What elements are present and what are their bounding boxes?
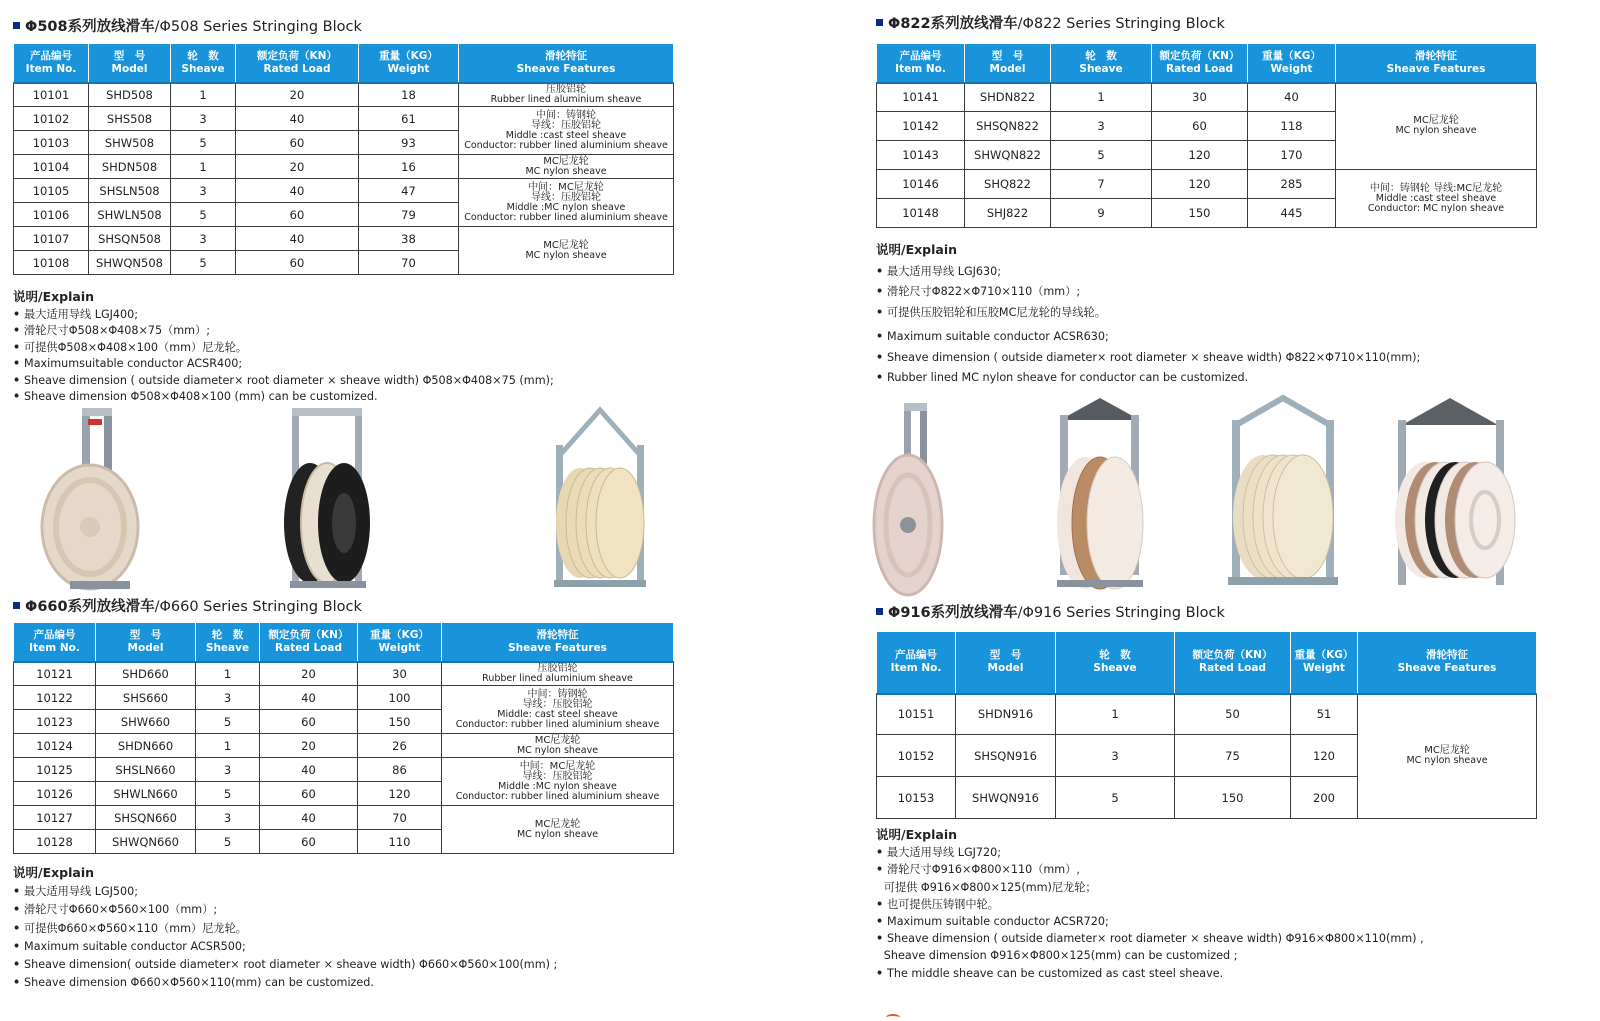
cell-weight: 93 — [359, 131, 459, 155]
cell-sheave: 5 — [196, 830, 260, 854]
header-sheave: 轮 数 Sheave — [1056, 632, 1175, 694]
cell-model: SHD508 — [89, 83, 171, 107]
table-row — [14, 83, 674, 107]
explain-item: • Maximum suitable conductor ACSR720; — [876, 913, 1424, 930]
table-row — [14, 806, 674, 830]
cell-item-no: 10127 — [14, 806, 96, 830]
explain-item: • 滑轮尺寸Φ822×Φ710×110（mm）; — [876, 282, 1420, 303]
table-header-row — [877, 44, 1537, 83]
header-weight: 重量（KG） Weight — [359, 44, 459, 83]
explain-heading: 说明/Explain — [13, 289, 95, 304]
cell-model: SHWQN916 — [956, 777, 1056, 819]
cell-item-no: 10103 — [14, 131, 89, 155]
explain-item: • Rubber lined MC nylon sheave for conductor can be customized. — [876, 368, 1420, 389]
cell-sheave: 1 — [171, 155, 236, 179]
cell-rated-load: 60 — [260, 830, 358, 854]
explain-item: • Sheave dimension Φ508×Φ408×100 (mm) can be customized. — [13, 389, 554, 406]
cell-features: 中间：铸钢轮 导线：压胶铝轮 Middle: cast steel sheave Conductor: rubber lined aluminium sheave — [442, 686, 674, 734]
cell-rated-load: 60 — [236, 251, 359, 275]
explain-item: • 可提供Φ660×Φ560×110（mm）尼龙轮。 — [13, 920, 557, 938]
cell-item-no: 10125 — [14, 758, 96, 782]
cell-model: SHDN508 — [89, 155, 171, 179]
explain-item: • 可提供压胶铝轮和压胶MC尼龙轮的导线轮。 — [876, 303, 1420, 324]
cell-features: MC尼龙轮 MC nylon sheave — [459, 155, 674, 179]
explain-heading: 说明/Explain — [13, 865, 95, 880]
header-model: 型 号 Model — [89, 44, 171, 83]
explain-item: • Sheave dimension ( outside diameter× root diameter × sheave width) Φ822×Φ710×110(mm); — [876, 348, 1420, 369]
cell-rated-load: 75 — [1175, 735, 1291, 777]
cell-model: SHSQN660 — [96, 806, 196, 830]
cell-sheave: 1 — [196, 662, 260, 686]
cell-item-no: 10106 — [14, 203, 89, 227]
cell-rated-load: 60 — [260, 782, 358, 806]
cell-rated-load: 40 — [236, 107, 359, 131]
cell-item-no: 10101 — [14, 83, 89, 107]
explain-item: • The middle sheave can be customized as cast steel sheave. — [876, 965, 1424, 982]
cell-rated-load: 50 — [1175, 694, 1291, 735]
pulley-image-seven-sheave-822 — [1380, 395, 1525, 595]
cell-model: SHQ822 — [965, 170, 1051, 199]
cell-features: MC尼龙轮 MC nylon sheave — [459, 227, 674, 275]
cell-weight: 285 — [1248, 170, 1336, 199]
explain-916 — [876, 826, 1424, 982]
cell-item-no: 10122 — [14, 686, 96, 710]
cell-weight: 51 — [1291, 694, 1358, 735]
cell-sheave: 1 — [196, 734, 260, 758]
explain-822 — [876, 240, 1420, 389]
cell-sheave: 3 — [171, 107, 236, 131]
cell-sheave: 3 — [196, 806, 260, 830]
cell-features: MC尼龙轮 MC nylon sheave — [442, 806, 674, 854]
explain-508 — [13, 289, 554, 406]
cell-model: SHSLN508 — [89, 179, 171, 203]
table-row — [877, 694, 1537, 735]
header-weight: 重量（KG） Weight — [1248, 44, 1336, 83]
title-square-icon — [876, 608, 883, 615]
explain-heading: 说明/Explain — [876, 242, 958, 257]
table-row — [14, 107, 674, 131]
explain-item: • Maximum suitable conductor ACSR500; — [13, 938, 557, 956]
header-model: 型 号 Model — [956, 632, 1056, 694]
table-row — [14, 662, 674, 686]
cell-weight: 118 — [1248, 112, 1336, 141]
cell-weight: 150 — [358, 710, 442, 734]
cell-weight: 86 — [358, 758, 442, 782]
cell-weight: 200 — [1291, 777, 1358, 819]
header-item-no: 产品编号 Item No. — [14, 623, 96, 662]
cell-weight: 61 — [359, 107, 459, 131]
cell-item-no: 10121 — [14, 662, 96, 686]
cell-item-no: 10152 — [877, 735, 956, 777]
header-model: 型 号 Model — [96, 623, 196, 662]
header-features: 滑轮特征 Sheave Features — [1358, 632, 1537, 694]
cell-weight: 70 — [359, 251, 459, 275]
cell-weight: 100 — [358, 686, 442, 710]
explain-item: • Sheave dimension( outside diameter× root diameter × sheave width) Φ660×Φ560×100(mm) ; — [13, 956, 557, 974]
cell-rated-load: 120 — [1152, 141, 1248, 170]
cell-model: SHSQN822 — [965, 112, 1051, 141]
table-header-row — [14, 623, 674, 662]
cell-weight: 110 — [358, 830, 442, 854]
section-title-822: Φ822系列放线滑车/Φ822 Series Stringing Block — [876, 14, 1225, 34]
cell-item-no: 10105 — [14, 179, 89, 203]
cell-sheave: 1 — [1051, 83, 1152, 112]
cell-item-no: 10141 — [877, 83, 965, 112]
cell-rated-load: 60 — [260, 710, 358, 734]
cell-rated-load: 60 — [236, 203, 359, 227]
cell-sheave: 3 — [1051, 112, 1152, 141]
explain-item: Sheave dimension Φ916×Φ800×125(mm) can be customized ; — [883, 949, 1238, 963]
cell-rated-load: 20 — [236, 83, 359, 107]
header-weight: 重量（KG） Weight — [1291, 632, 1358, 694]
cell-weight: 79 — [359, 203, 459, 227]
header-weight: 重量（KG） Weight — [358, 623, 442, 662]
explain-item: • 最大适用导线 LGJ500; — [13, 883, 557, 901]
header-features: 滑轮特征 Sheave Features — [1336, 44, 1537, 83]
cell-features: MC尼龙轮 MC nylon sheave — [1358, 694, 1537, 819]
header-sheave: 轮 数 Sheave — [1051, 44, 1152, 83]
cell-item-no: 10148 — [877, 199, 965, 228]
cell-item-no: 10128 — [14, 830, 96, 854]
cell-model: SHWLN660 — [96, 782, 196, 806]
cell-features: 中间：MC尼龙轮 导线：压胶铝轮 Middle :MC nylon sheave Conductor: rubber lined aluminium sheave — [459, 179, 674, 227]
cell-sheave: 5 — [196, 710, 260, 734]
cell-rated-load: 40 — [236, 227, 359, 251]
cell-sheave: 3 — [1056, 735, 1175, 777]
cell-sheave: 9 — [1051, 199, 1152, 228]
cell-sheave: 3 — [196, 758, 260, 782]
cell-weight: 26 — [358, 734, 442, 758]
cell-item-no: 10108 — [14, 251, 89, 275]
cell-model: SHWLN508 — [89, 203, 171, 227]
cell-item-no: 10143 — [877, 141, 965, 170]
section-title-660: Φ660系列放线滑车/Φ660 Series Stringing Block — [13, 597, 362, 617]
cell-sheave: 5 — [1051, 141, 1152, 170]
cell-sheave: 3 — [171, 179, 236, 203]
explain-item: • 可提供Φ508×Φ408×100（mm）尼龙轮。 — [13, 340, 554, 357]
table-row — [14, 758, 674, 782]
header-sheave: 轮 数 Sheave — [196, 623, 260, 662]
explain-item: • 滑轮尺寸Φ508×Φ408×75（mm）; — [13, 323, 554, 340]
header-features: 滑轮特征 Sheave Features — [459, 44, 674, 83]
table-row — [14, 686, 674, 710]
cell-model: SHSLN660 — [96, 758, 196, 782]
header-rated-load: 额定负荷（KN） Rated Load — [236, 44, 359, 83]
cell-model: SHWQN508 — [89, 251, 171, 275]
header-rated-load: 额定负荷（KN） Rated Load — [260, 623, 358, 662]
cell-model: SHS508 — [89, 107, 171, 131]
cell-rated-load: 40 — [260, 686, 358, 710]
cell-features: MC尼龙轮 MC nylon sheave — [442, 734, 674, 758]
cell-item-no: 10151 — [877, 694, 956, 735]
cell-rated-load: 60 — [236, 131, 359, 155]
decorative-mark — [886, 1014, 900, 1021]
table-row — [14, 179, 674, 203]
cell-sheave: 7 — [1051, 170, 1152, 199]
table-row — [14, 227, 674, 251]
cell-sheave: 1 — [171, 83, 236, 107]
explain-item: • Sheave dimension ( outside diameter× root diameter × sheave width) Φ916×Φ800×110(mm) , — [876, 930, 1424, 947]
pulley-image-single-sheave — [30, 405, 140, 595]
cell-weight: 120 — [358, 782, 442, 806]
pulley-image-single-sheave-822 — [870, 400, 950, 600]
cell-item-no: 10146 — [877, 170, 965, 199]
explain-item: 可提供 Φ916×Φ800×125(mm)尼龙轮； — [883, 880, 1097, 894]
cell-sheave: 3 — [196, 686, 260, 710]
explain-item: • 滑轮尺寸Φ660×Φ560×100（mm）; — [13, 901, 557, 919]
pulley-image-three-sheave-822 — [1045, 395, 1155, 595]
cell-item-no: 10153 — [877, 777, 956, 819]
title-square-icon — [13, 602, 20, 609]
cell-item-no: 10104 — [14, 155, 89, 179]
cell-model: SHJ822 — [965, 199, 1051, 228]
cell-model: SHSQN916 — [956, 735, 1056, 777]
cell-item-no: 10126 — [14, 782, 96, 806]
table-row — [877, 170, 1537, 199]
spec-table-822 — [876, 43, 1537, 228]
cell-sheave: 5 — [196, 782, 260, 806]
cell-model: SHWQN822 — [965, 141, 1051, 170]
cell-model: SHS660 — [96, 686, 196, 710]
title-square-icon — [876, 19, 883, 26]
cell-rated-load: 120 — [1152, 170, 1248, 199]
cell-rated-load: 30 — [1152, 83, 1248, 112]
pulley-image-five-sheave-822 — [1218, 395, 1348, 590]
header-rated-load: 额定负荷（KN） Rated Load — [1152, 44, 1248, 83]
cell-weight: 445 — [1248, 199, 1336, 228]
cell-sheave: 5 — [171, 203, 236, 227]
cell-item-no: 10123 — [14, 710, 96, 734]
cell-rated-load: 20 — [260, 734, 358, 758]
cell-sheave: 5 — [171, 251, 236, 275]
explain-660 — [13, 864, 557, 992]
section-title-508: Φ508系列放线滑车/Φ508 Series Stringing Block — [13, 17, 362, 37]
explain-item: • 最大适用导线 LGJ630; — [876, 262, 1420, 283]
cell-features: MC尼龙轮 MC nylon sheave — [1336, 83, 1537, 170]
cell-model: SHSQN508 — [89, 227, 171, 251]
cell-item-no: 10107 — [14, 227, 89, 251]
cell-model: SHD660 — [96, 662, 196, 686]
header-item-no: 产品编号 Item No. — [14, 44, 89, 83]
cell-weight: 40 — [1248, 83, 1336, 112]
cell-model: SHDN916 — [956, 694, 1056, 735]
cell-rated-load: 60 — [1152, 112, 1248, 141]
cell-weight: 30 — [358, 662, 442, 686]
section-title-916: Φ916系列放线滑车/Φ916 Series Stringing Block — [876, 603, 1225, 623]
explain-item: • Maximum suitable conductor ACSR630; — [876, 327, 1420, 348]
table-row — [14, 734, 674, 758]
cell-item-no: 10102 — [14, 107, 89, 131]
cell-sheave: 3 — [171, 227, 236, 251]
cell-sheave: 5 — [171, 131, 236, 155]
header-item-no: 产品编号 Item No. — [877, 632, 956, 694]
cell-model: SHWQN660 — [96, 830, 196, 854]
cell-features: 压胶铝轮 Rubber lined aluminium sheave — [459, 83, 674, 107]
header-features: 滑轮特征 Sheave Features — [442, 623, 674, 662]
cell-item-no: 10142 — [877, 112, 965, 141]
spec-table-916 — [876, 631, 1537, 819]
title-square-icon — [13, 22, 20, 29]
cell-weight: 170 — [1248, 141, 1336, 170]
explain-item: • 也可提供压铸钢中轮。 — [876, 896, 1424, 913]
explain-item: • Sheave dimension Φ660×Φ560×110(mm) can be customized. — [13, 974, 557, 992]
cell-weight: 120 — [1291, 735, 1358, 777]
cell-features: 中间：MC尼龙轮 导线：压胶铝轮 Middle :MC nylon sheave Conductor: rubber lined aluminium sheave — [442, 758, 674, 806]
cell-sheave: 1 — [1056, 694, 1175, 735]
cell-rated-load: 40 — [260, 806, 358, 830]
cell-rated-load: 40 — [260, 758, 358, 782]
spec-table-660 — [13, 622, 674, 854]
header-rated-load: 额定负荷（KN） Rated Load — [1175, 632, 1291, 694]
explain-item: • Maximumsuitable conductor ACSR400; — [13, 356, 554, 373]
table-row — [877, 83, 1537, 112]
cell-rated-load: 150 — [1152, 199, 1248, 228]
spec-table-508 — [13, 43, 674, 275]
cell-weight: 16 — [359, 155, 459, 179]
cell-weight: 47 — [359, 179, 459, 203]
explain-item: • 最大适用导线 LGJ400; — [13, 307, 554, 324]
cell-features: 中间：铸钢轮 导线:MC尼龙轮 Middle :cast steel sheave Conductor: MC nylon sheave — [1336, 170, 1537, 228]
cell-weight: 18 — [359, 83, 459, 107]
cell-rated-load: 40 — [236, 179, 359, 203]
cell-model: SHW660 — [96, 710, 196, 734]
table-row — [14, 155, 674, 179]
cell-rated-load: 20 — [236, 155, 359, 179]
cell-model: SHW508 — [89, 131, 171, 155]
cell-item-no: 10124 — [14, 734, 96, 758]
header-model: 型 号 Model — [965, 44, 1051, 83]
cell-weight: 70 — [358, 806, 442, 830]
cell-model: SHDN660 — [96, 734, 196, 758]
explain-item: • 最大适用导线 LGJ720; — [876, 844, 1424, 861]
cell-features: 中间：铸钢轮 导线：压胶铝轮 Middle :cast steel sheave Conductor: rubber lined aluminium sheave — [459, 107, 674, 155]
pulley-image-five-sheave — [540, 405, 660, 590]
table-header-row — [14, 44, 674, 83]
explain-item: • 滑轮尺寸Φ916×Φ800×110（mm）, — [876, 861, 1424, 878]
cell-sheave: 5 — [1056, 777, 1175, 819]
cell-rated-load: 150 — [1175, 777, 1291, 819]
header-item-no: 产品编号 Item No. — [877, 44, 965, 83]
explain-item: • Sheave dimension ( outside diameter× root diameter × sheave width) Φ508×Φ408×75 (mm); — [13, 373, 554, 390]
explain-heading: 说明/Explain — [876, 827, 958, 842]
header-sheave: 轮 数 Sheave — [171, 44, 236, 83]
pulley-image-three-sheave — [272, 405, 382, 595]
cell-rated-load: 20 — [260, 662, 358, 686]
cell-model: SHDN822 — [965, 83, 1051, 112]
cell-weight: 38 — [359, 227, 459, 251]
cell-features: 压胶铝轮 Rubber lined aluminium sheave — [442, 662, 674, 686]
table-header-row — [877, 632, 1537, 694]
